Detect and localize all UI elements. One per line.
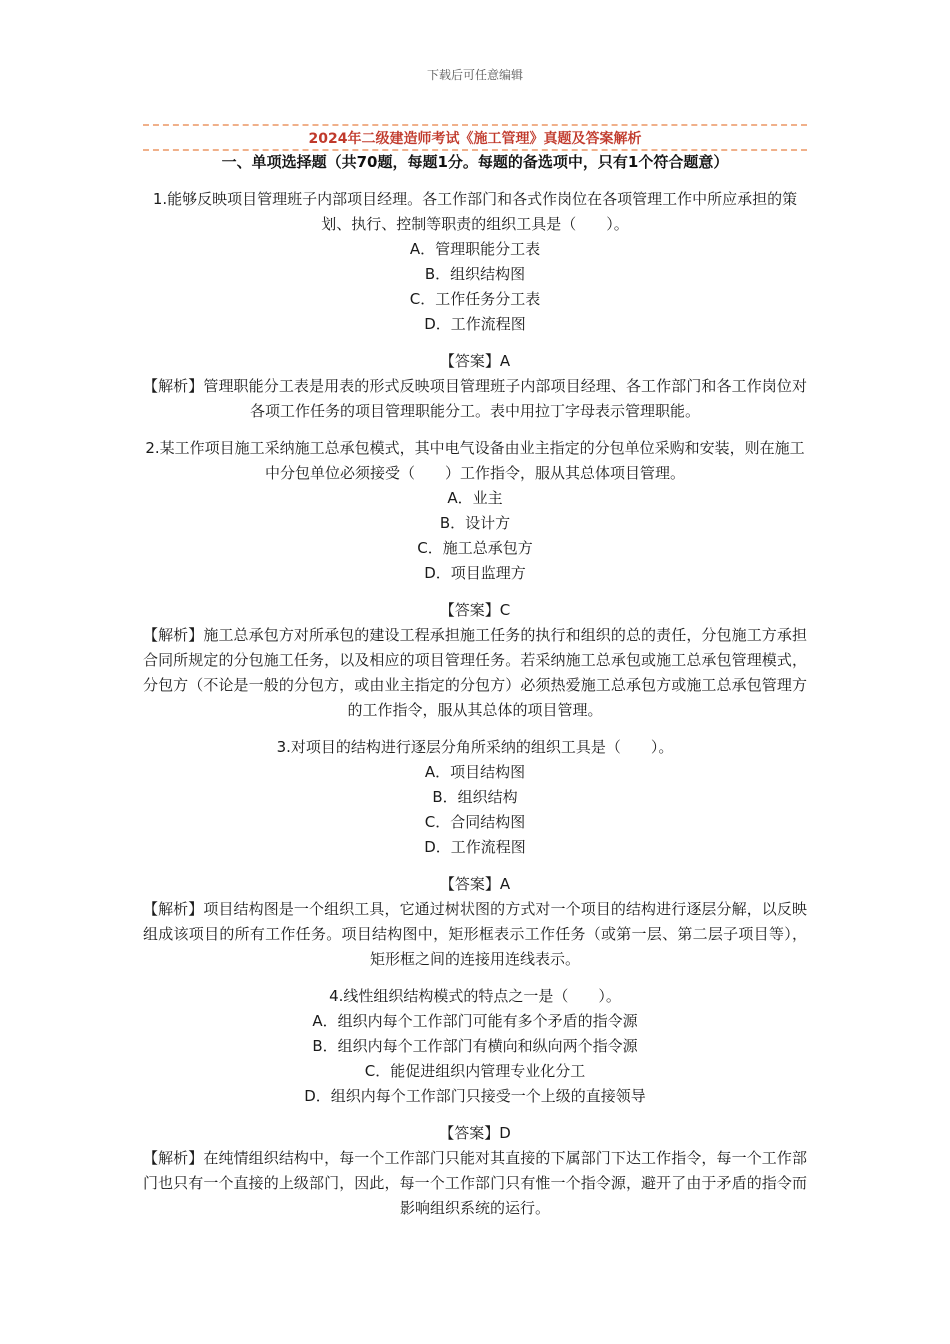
document-title: 2024年二级建造师考试《施工管理》真题及答案解析 (308, 131, 642, 147)
option-c: C．合同结构图 (424, 813, 526, 831)
question-2 (143, 436, 807, 723)
question-stem: 2.某工作项目施工采纳施工总承包模式，其中电气设备由业主指定的分包单位采购和安装，则在施工中分包单位必须接受（ ）工作指令，服从其总体项目管理。 (145, 439, 805, 482)
answer: 【答案】C (439, 601, 511, 619)
option-b: B．组织结构 (432, 788, 518, 806)
option-b: B．组织结构图 (424, 265, 526, 283)
option-c: C．工作任务分工表 (409, 290, 541, 308)
explanation: 【解析】项目结构图是一个组织工具，它通过树状图的方式对一个项目的结构进行逐层分解，以反映组成该项目的所有工作任务。项目结构图中，矩形框表示工作任务（或第一层、第二层子项目等），矩形框之间的连接用连线表示。 (143, 900, 807, 968)
question-stem: 3.对项目的结构进行逐层分角所采纳的组织工具是（ ）。 (276, 738, 674, 756)
question-3 (143, 735, 807, 972)
explanation: 【解析】在纯情组织结构中，每一个工作部门只能对其直接的下属部门下达工作指令，每一个工作部门也只有一个直接的上级部门，因此，每一个工作部门只有惟一个指令源，避开了由于矛盾的指令而影响组织系统的运行。 (143, 1149, 807, 1217)
question-list (143, 187, 807, 1233)
section-heading: 一、单项选择题（共70题，每题1分。每题的备选项中，只有1个符合题意） (221, 153, 729, 171)
explanation: 【解析】施工总承包方对所承包的建设工程承担施工任务的执行和组织的总的责任，分包施工方承担合同所规定的分包施工任务，以及相应的项目管理任务。若采纳施工总承包或施工总承包管理模式，分包方（不论是一般的分包方，或由业主指定的分包方）必须热爱施工总承包方或施工总承包管理方的工作指令，服从其总体的项目管理。 (143, 626, 807, 719)
option-d: D．工作流程图 (424, 315, 526, 333)
option-a: A．管理职能分工表 (409, 240, 541, 258)
option-b: B．设计方 (439, 514, 511, 532)
question-stem: 1.能够反映项目管理班子内部项目经理。各工作部门和各式作岗位在各项管理工作中所应承担的策划、执行、控制等职责的组织工具是（ ）。 (152, 190, 798, 233)
title-top-divider (143, 124, 807, 126)
question-stem: 4.线性组织结构模式的特点之一是（ ）。 (329, 987, 621, 1005)
option-a: A．业主 (447, 489, 503, 507)
answer: 【答案】A (439, 875, 511, 893)
option-d: D．工作流程图 (424, 838, 526, 856)
option-a: A．组织内每个工作部门可能有多个矛盾的指令源 (312, 1012, 638, 1030)
option-a: A．项目结构图 (424, 763, 526, 781)
explanation: 【解析】管理职能分工表是用表的形式反映项目管理班子内部项目经理、各工作部门和各工作岗位对各项工作任务的项目管理职能分工。表中用拉丁字母表示管理职能。 (143, 377, 807, 420)
option-c: C．施工总承包方 (417, 539, 533, 557)
question-1 (143, 187, 807, 424)
answer: 【答案】A (439, 352, 511, 370)
question-4 (143, 984, 807, 1221)
option-d: D．组织内每个工作部门只接受一个上级的直接领导 (304, 1087, 646, 1105)
header-note: 下载后可任意编辑 (426, 68, 523, 82)
option-d: D．项目监理方 (424, 564, 526, 582)
option-b: B．组织内每个工作部门有横向和纵向两个指令源 (312, 1037, 638, 1055)
option-c: C．能促进组织内管理专业化分工 (364, 1062, 586, 1080)
answer: 【答案】D (439, 1124, 511, 1142)
